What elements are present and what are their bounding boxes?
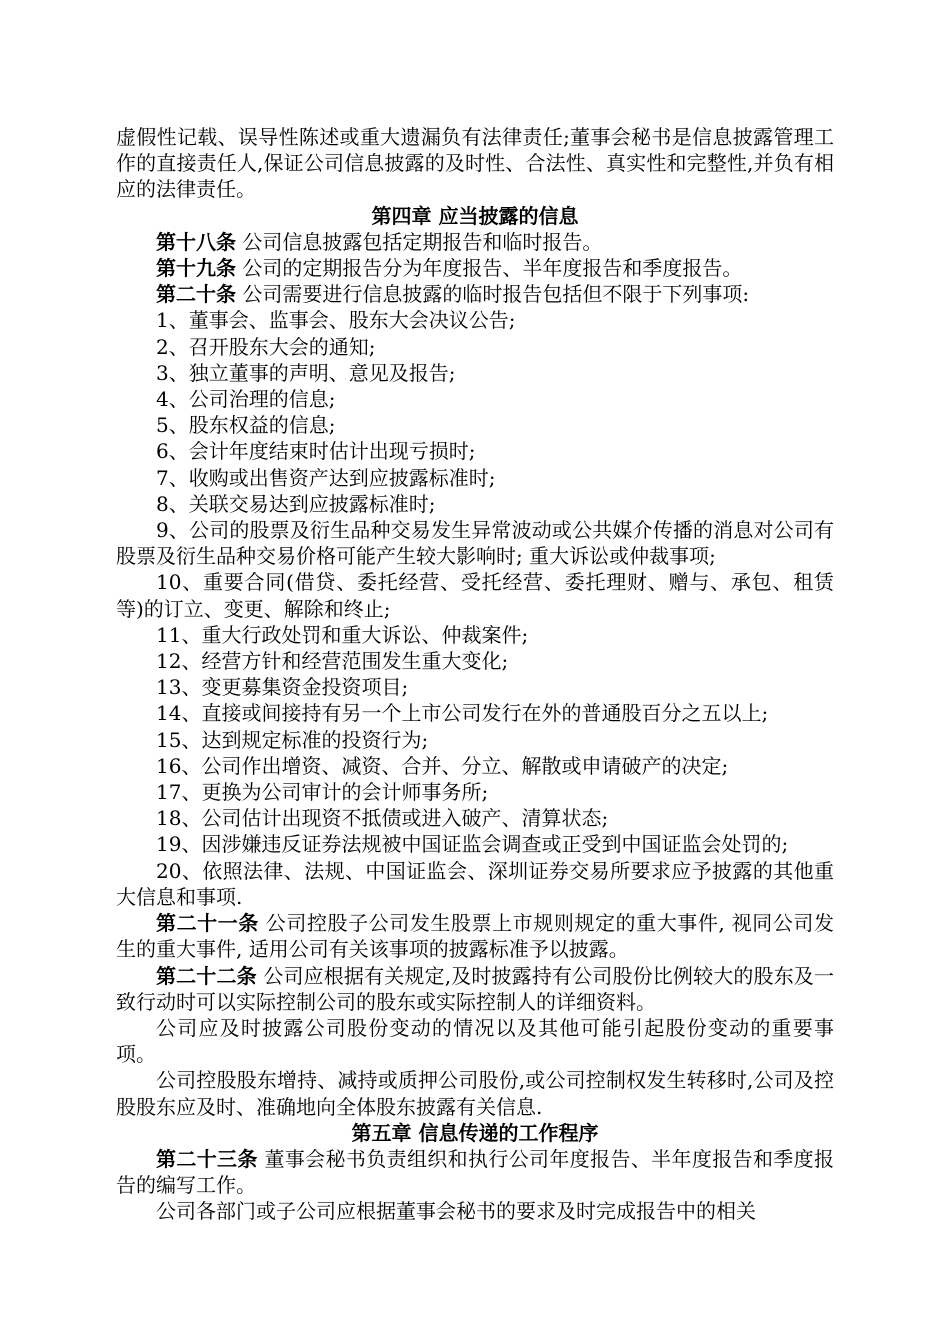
list-item: 15、达到规定标准的投资行为; xyxy=(156,727,429,752)
list-item: 19、因涉嫌违反证券法规被中国证监会调查或正受到中国证监会处罚的; xyxy=(156,832,789,857)
article-18-label: 第十八条 xyxy=(156,229,236,254)
chapter-4-title: 第四章 应当披露的信息 xyxy=(371,203,579,228)
list-item: 1、董事会、监事会、股东大会决议公告; xyxy=(156,308,516,333)
article-23-text: 董事会秘书负责组织和执行公司年度报告、半年度报告和季度报告的编写工作。 xyxy=(116,1146,834,1198)
chapter-5-title: 第五章 信息传递的工作程序 xyxy=(351,1120,599,1145)
article-22-label: 第二十二条 xyxy=(156,963,257,988)
list-item: 9、公司的股票及衍生品种交易发生异常波动或公共媒介传播的消息对公司有股票及衍生品种交易价格可能产生较大影响时; 重大诉讼或仲裁事项; xyxy=(116,518,834,569)
article-21-label: 第二十一条 xyxy=(156,911,259,936)
list-item: 14、直接或间接持有另一个上市公司发行在外的普通股百分之五以上; xyxy=(156,701,769,726)
paragraph-departments: 公司各部门或子公司应根据董事会秘书的要求及时完成报告中的相关 xyxy=(156,1199,756,1224)
list-item: 12、经营方针和经营范围发生重大变化; xyxy=(156,649,509,674)
list-item: 17、更换为公司审计的会计师事务所; xyxy=(156,780,489,805)
article-22-text: 公司应根据有关规定,及时披露持有公司股份比例较大的股东及一致行动时可以实际控制公司的股东或实际控制人的详细资料。 xyxy=(116,963,835,1014)
article-21 xyxy=(116,910,834,962)
intro-paragraph: 虚假性记载、误导性陈述或重大遗漏负有法律责任;董事会秘书是信息披露管理工作的直接责任人,保证公司信息披露的及时性、合法性、真实性和完整性,并负有相应的法律责任。 xyxy=(116,125,834,202)
list-item: 16、公司作出增资、减资、合并、分立、解散或申请破产的决定; xyxy=(156,753,729,778)
document-page xyxy=(116,124,834,1225)
list-item: 6、会计年度结束时估计出现亏损时; xyxy=(156,439,476,464)
list-item: 13、变更募集资金投资项目; xyxy=(156,675,409,700)
article-22 xyxy=(116,963,834,1015)
list-item: 20、依照法律、法规、中国证监会、深圳证券交易所要求应予披露的其他重大信息和事项. xyxy=(116,858,834,909)
list-item: 7、收购或出售资产达到应披露标准时; xyxy=(156,465,496,490)
article-23-label: 第二十三条 xyxy=(156,1146,258,1171)
article-18-text: 公司信息披露包括定期报告和临时报告。 xyxy=(236,229,603,254)
article-18 xyxy=(116,229,834,255)
list-item: 2、召开股东大会的通知; xyxy=(156,334,376,359)
list-item: 5、股东权益的信息; xyxy=(156,413,336,438)
list-item: 3、独立董事的声明、意见及报告; xyxy=(156,360,456,385)
list-item: 10、重要合同(借贷、委托经营、受托经营、委托理财、赠与、承包、租赁等)的订立、变更、解除和终止; xyxy=(116,570,834,621)
article-23 xyxy=(116,1146,834,1198)
article-19-label: 第十九条 xyxy=(156,256,236,281)
article-20-text: 公司需要进行信息披露的临时报告包括但不限于下列事项: xyxy=(236,282,750,307)
list-item: 18、公司估计出现资不抵债或进入破产、清算状态; xyxy=(156,806,609,831)
paragraph-controlling-shareholder: 公司控股股东增持、减持或质押公司股份,或公司控制权发生转移时,公司及控股股东应及时、准确地向全体股东披露有关信息. xyxy=(116,1068,834,1119)
list-item: 4、公司治理的信息; xyxy=(156,387,336,412)
article-19 xyxy=(116,255,834,281)
article-19-text: 公司的定期报告分为年度报告、半年度报告和季度报告。 xyxy=(236,256,743,281)
article-21-text: 公司控股子公司发生股票上市规则规定的重大事件, 视同公司发生的重大事件, 适用公司有关该事项的披露标准予以披露。 xyxy=(116,911,835,962)
list-item: 8、关联交易达到应披露标准时; xyxy=(156,491,436,516)
list-item: 11、重大行政处罚和重大诉讼、仲裁案件; xyxy=(156,622,529,647)
article-20-label: 第二十条 xyxy=(156,282,236,307)
paragraph-share-changes: 公司应及时披露公司股份变动的情况以及其他可能引起股份变动的重要事项。 xyxy=(116,1015,834,1067)
article-20 xyxy=(116,281,834,307)
